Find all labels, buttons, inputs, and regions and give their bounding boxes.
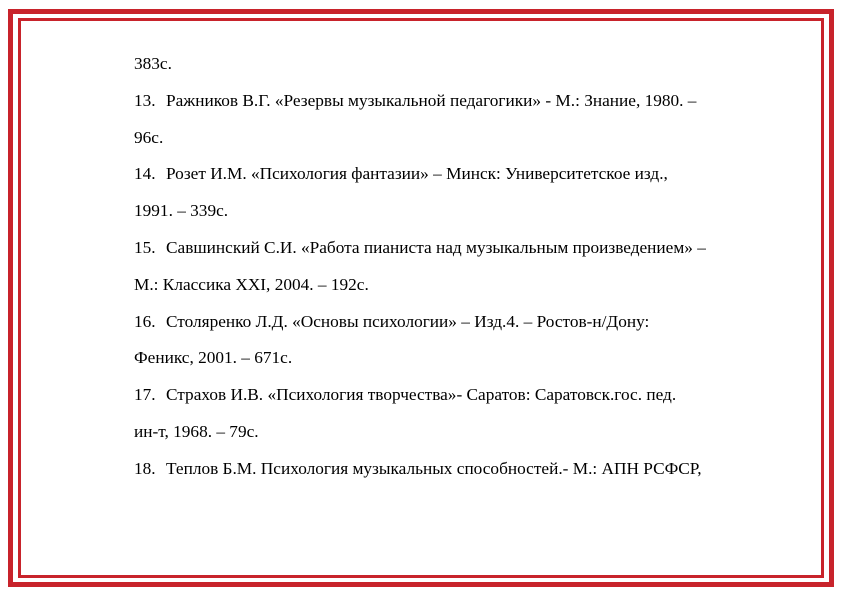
line-text: 96с.	[134, 127, 164, 147]
bibliography-line-5	[134, 193, 794, 230]
bibliography-line-3	[134, 120, 794, 157]
bibliography-entry-16	[134, 304, 794, 341]
entry-text: Розет И.М. «Психология фантазии» – Минск: Университетское изд.,	[166, 164, 668, 184]
line-text: 383с.	[134, 54, 172, 73]
bibliography-line-1	[134, 46, 794, 83]
line-text: М.: Классика XXI, 2004. – 192с.	[134, 274, 369, 294]
entry-text: Теплов Б.М. Психология музыкальных способностей.- М.: АПН РСФСР,	[166, 458, 702, 478]
entry-text: Столяренко Л.Д. «Основы психологии» – Изд.4. – Ростов-н/Дону:	[166, 311, 650, 331]
bibliography-line-11	[134, 414, 794, 451]
entry-text: Страхов И.В. «Психология творчества»- Саратов: Саратовск.гос. пед.	[166, 385, 677, 405]
bibliography-entry-15	[134, 230, 794, 267]
bibliography-line-9	[134, 340, 794, 377]
line-text: 1991. – 339с.	[134, 201, 229, 221]
entry-number: 14.	[134, 164, 156, 184]
entry-number: 18.	[134, 458, 156, 478]
line-text: ин-т, 1968. – 79с.	[134, 421, 259, 441]
bibliography-entry-17	[134, 377, 794, 414]
entry-number: 16.	[134, 311, 156, 331]
bibliography-line-7	[134, 267, 794, 304]
entry-number: 13.	[134, 90, 156, 110]
entry-number: 17.	[134, 385, 156, 405]
entry-number: 15.	[134, 237, 156, 257]
entry-text: Савшинский С.И. «Работа пианиста над музыкальным произведением» –	[166, 237, 706, 257]
entry-text: Ражников В.Г. «Резервы музыкальной педагогики» - М.: Знание, 1980. –	[166, 90, 697, 110]
line-text: Феникс, 2001. – 671с.	[134, 348, 293, 368]
bibliography-text	[134, 46, 794, 488]
bibliography-entry-13	[134, 83, 794, 120]
bibliography-entry-18	[134, 451, 794, 488]
bibliography-entry-14	[134, 156, 794, 193]
